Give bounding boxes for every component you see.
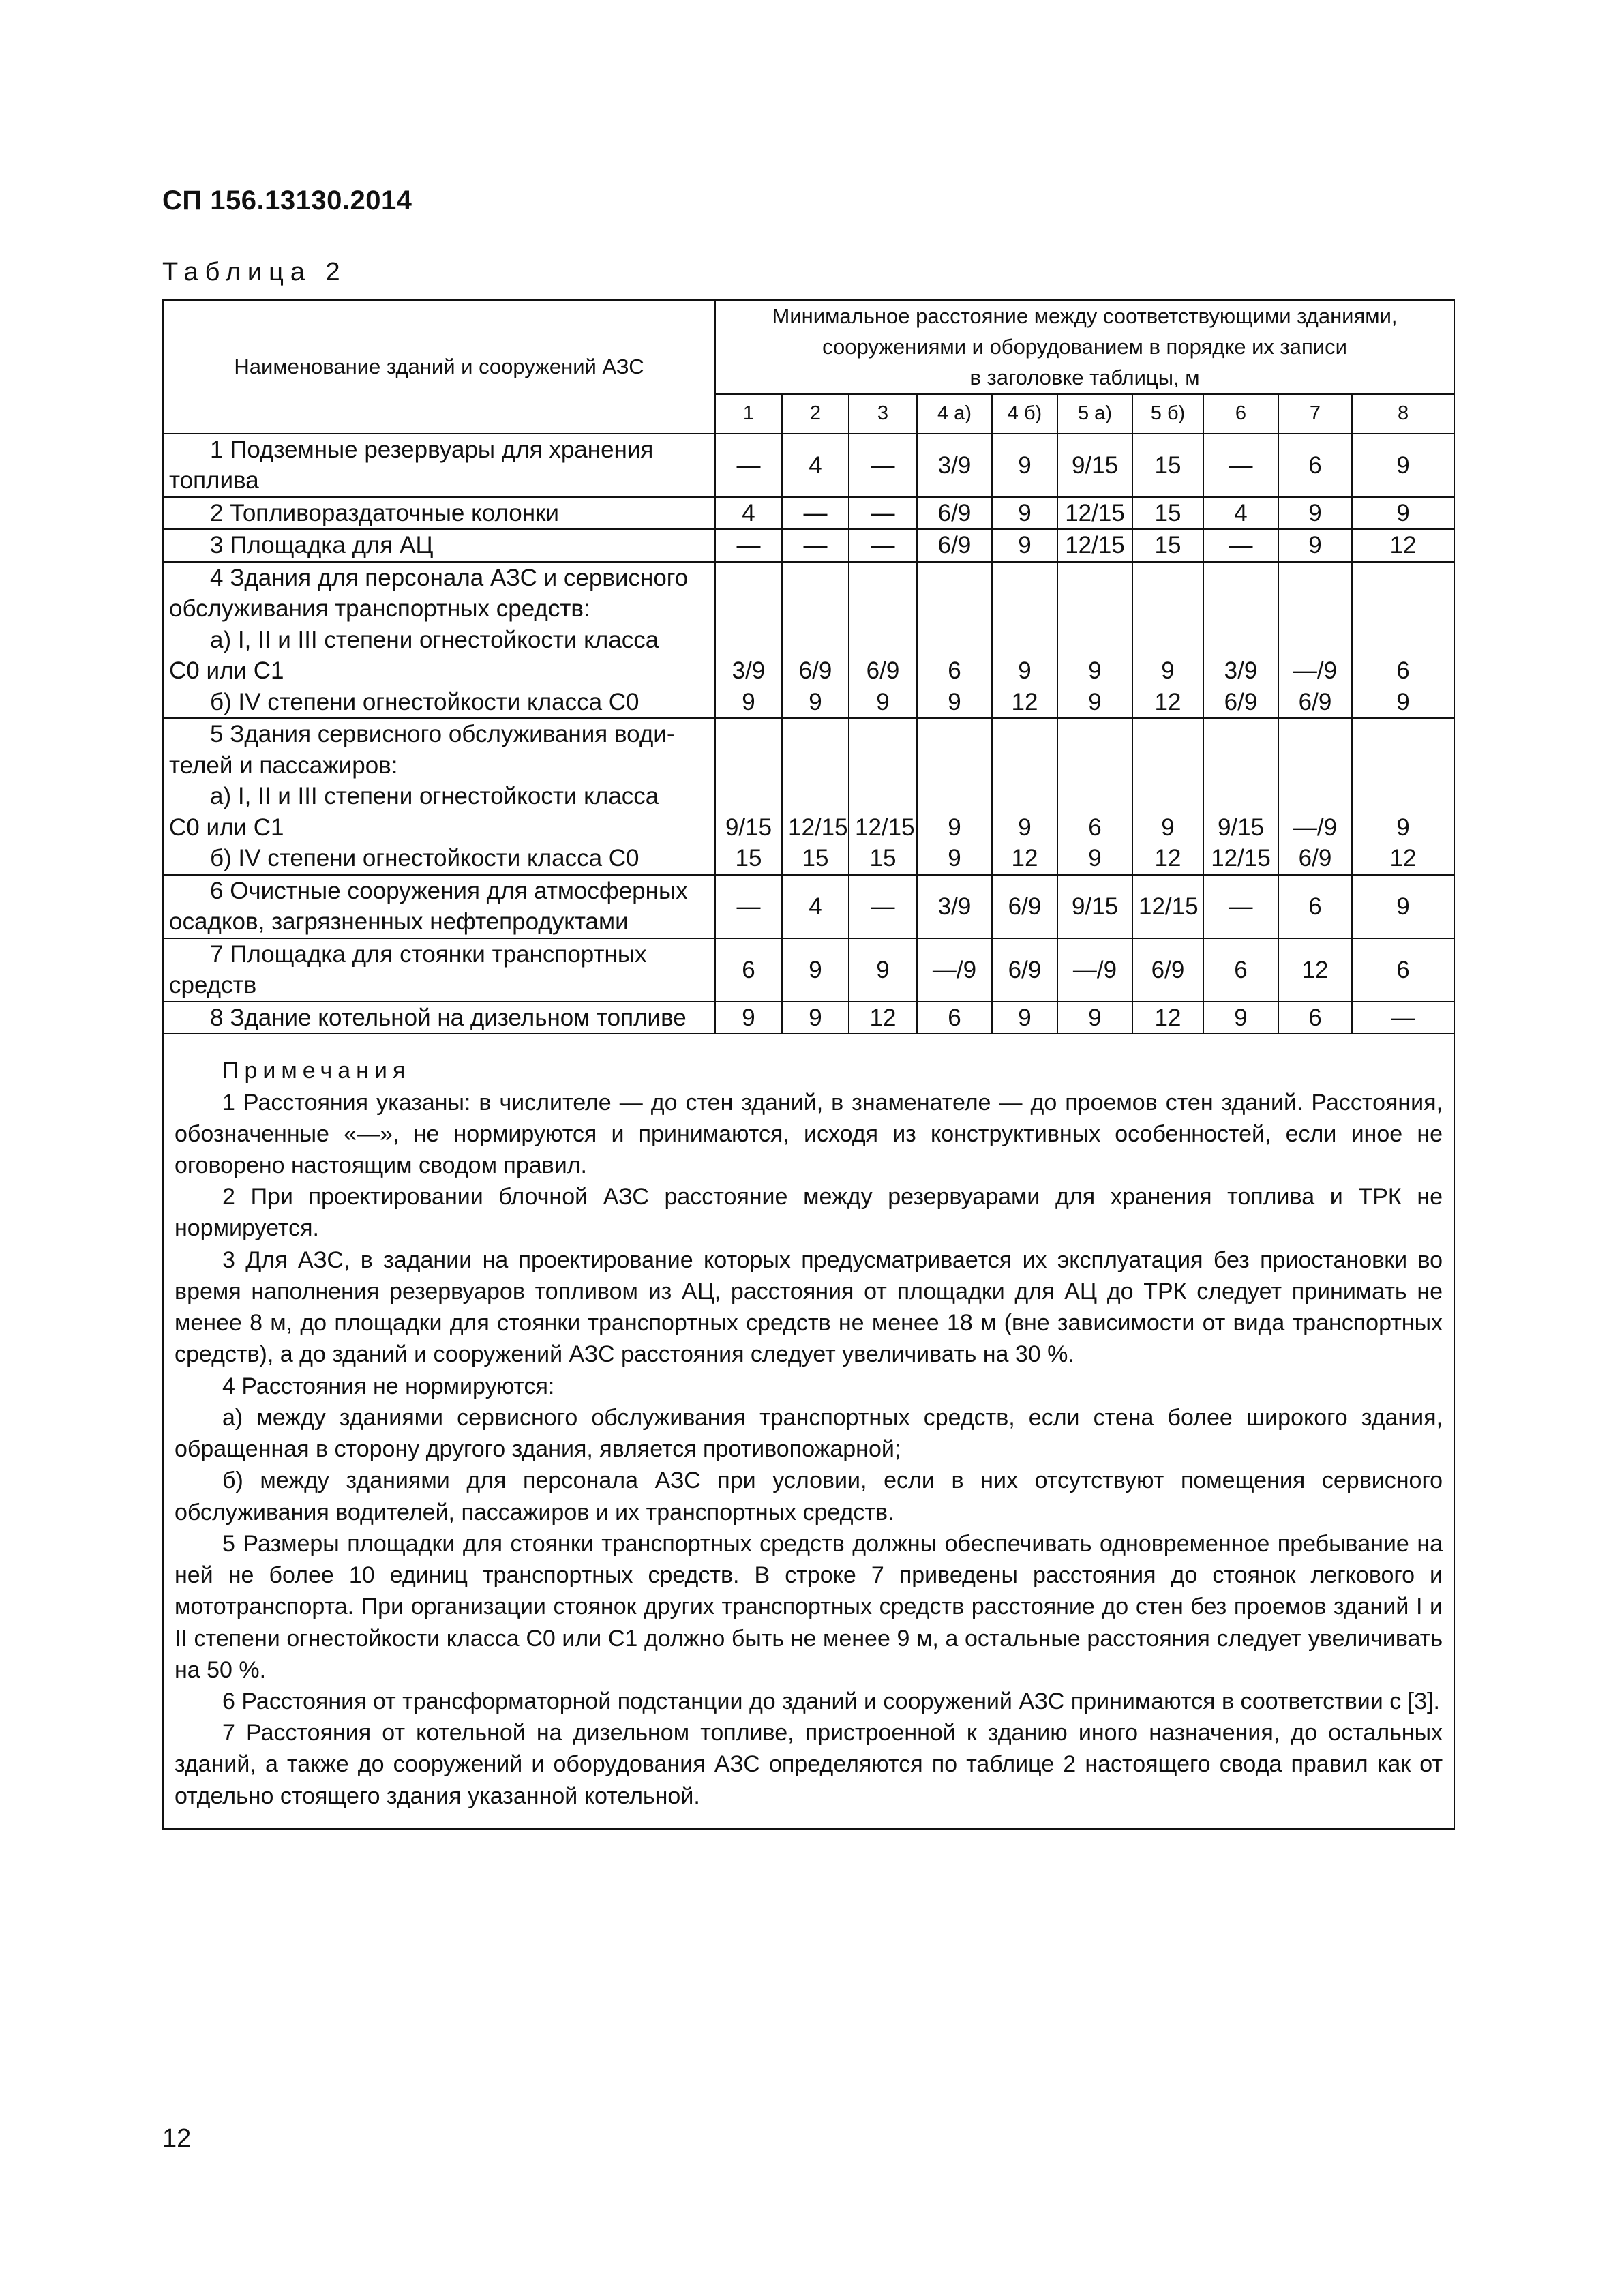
row-name: 6 Очистные сооружения для атмосферных осадков, загрязненных нефтепродуктами [163, 875, 715, 938]
notes-title: Примечания [222, 1058, 411, 1084]
cell-value: 9 [1057, 1002, 1132, 1034]
cell-value: 6/9 9 [782, 562, 849, 719]
table-row [163, 1002, 1454, 1034]
cell-value: 9 9 [917, 718, 992, 875]
cell-value: 4 [1203, 497, 1278, 530]
cell-value: — [1203, 434, 1278, 497]
cell-value: 6 [1352, 938, 1454, 1002]
cell-value: 6 [1203, 938, 1278, 1002]
cell-value: 9 12 [1132, 718, 1203, 875]
cell-value: 9 9 [1057, 562, 1132, 719]
cell-value: 6/9 [917, 497, 992, 530]
cell-value: 4 [715, 497, 782, 530]
cell-value: 12 [1132, 1002, 1203, 1034]
cell-value: 9 12 [992, 718, 1057, 875]
cell-value: 6 [1278, 434, 1352, 497]
cell-value: 3/9 9 [715, 562, 782, 719]
cell-value: —/9 [917, 938, 992, 1002]
cell-value: — [849, 529, 917, 562]
cell-value: 6 9 [1352, 562, 1454, 719]
document-code: СП 156.13130.2014 [162, 185, 412, 215]
note-item: 5 Размеры площадки для стоянки транспортных средств должны обеспечивать одновременное пребывание на ней не более 10 единиц транспортных средств. В строке 7 приведены расстояния до стоянок легкового и мототранспорта. При организации стоянок других транспортных средств расстояние до стен без проемов зданий I и II степени огнестойкости класса С0 или С1 должно быть не менее 9 м, а остальные расстояния следует увеличивать на 50 %. [175, 1530, 1443, 1683]
cell-value: 9/15 [1057, 434, 1132, 497]
note-item: 7 Расстояния от котельной на дизельном топливе, пристроенной к зданию иного назначения, до остальных зданий, а также до сооружений и оборудования АЗС определяются по таблице 2 настоящего свода правил как от отдельно стоящего здания указанной котельной. [175, 1720, 1443, 1809]
cell-value: 9/15 [1057, 875, 1132, 938]
header-num: 6 [1203, 394, 1278, 434]
note-item: 6 Расстояния от трансформаторной подстанции до зданий и сооружений АЗС принимаются в соответствии с [3]. [222, 1688, 1440, 1714]
header-num: 2 [782, 394, 849, 434]
cell-value: — [715, 434, 782, 497]
cell-value: — [1203, 529, 1278, 562]
note-item: 4 Расстояния не нормируются: [222, 1373, 555, 1399]
cell-value: —/9 6/9 [1278, 562, 1352, 719]
cell-value: 6/9 [992, 875, 1057, 938]
table-row [163, 938, 1454, 1002]
cell-value: — [1352, 1002, 1454, 1034]
cell-value: 3/9 [917, 875, 992, 938]
row-name: 8 Здание котельной на дизельном топливе [163, 1002, 715, 1034]
cell-value: 6 9 [917, 562, 992, 719]
row-name: 2 Топливораздаточные колонки [163, 497, 715, 530]
cell-value: 6 [715, 938, 782, 1002]
cell-value: 9 [992, 1002, 1057, 1034]
cell-value: 9 12 [1352, 718, 1454, 875]
header-num: 4 б) [992, 394, 1057, 434]
cell-value: 9 12 [1132, 562, 1203, 719]
cell-value: 6/9 [1132, 938, 1203, 1002]
cell-value: 9 [1352, 497, 1454, 530]
cell-value: 9 [1352, 434, 1454, 497]
cell-value: 9 [849, 938, 917, 1002]
cell-value: 9 [992, 529, 1057, 562]
header-num: 8 [1352, 394, 1454, 434]
cell-value: — [715, 529, 782, 562]
note-item: 1 Расстояния указаны: в числителе — до стен зданий, в знаменателе — до проемов стен зданий. Расстояния, обозначенные «—», не нормируются и принимаются, исходя из конструктивных особенностей, если иное не оговорено настоящим сводом правил. [175, 1089, 1443, 1179]
cell-value: 9/15 12/15 [1203, 718, 1278, 875]
table-row [163, 562, 1454, 719]
cell-value: 12 [1352, 529, 1454, 562]
cell-value: —/9 6/9 [1278, 718, 1352, 875]
cell-value: 9 [1278, 529, 1352, 562]
cell-value: —/9 [1057, 938, 1132, 1002]
table-row [163, 875, 1454, 938]
header-num: 4 а) [917, 394, 992, 434]
note-item: 3 Для АЗС, в задании на проектирование которых предусматривается их эксплуатация без приостановки во время наполнения резервуаров топливом из АЦ, расстояния от площадки для АЦ до ТРК следует принимать не менее 8 м, до площадки для стоянки транспортных средств не менее 18 м (вне зависимости от вида транспортных средств), а до зданий и сооружений АЗС расстояния следует увеличивать на 30 %. [175, 1247, 1443, 1368]
cell-value: 15 [1132, 529, 1203, 562]
cell-value: 6 9 [1057, 718, 1132, 875]
cell-value: — [849, 434, 917, 497]
header-num: 7 [1278, 394, 1352, 434]
cell-value: 6/9 [917, 529, 992, 562]
cell-value: 6/9 9 [849, 562, 917, 719]
cell-value: 12/15 15 [782, 718, 849, 875]
cell-value: 15 [1132, 434, 1203, 497]
row-name: 3 Площадка для АЦ [163, 529, 715, 562]
cell-value: 9 [992, 497, 1057, 530]
distances-table [162, 299, 1455, 1830]
cell-value: 6/9 [992, 938, 1057, 1002]
cell-value: — [782, 529, 849, 562]
cell-value: — [849, 497, 917, 530]
cell-value: 6 [1278, 1002, 1352, 1034]
table-row [163, 529, 1454, 562]
cell-value: 9 [782, 1002, 849, 1034]
cell-value: 4 [782, 434, 849, 497]
table-row [163, 434, 1454, 497]
header-num: 1 [715, 394, 782, 434]
cell-value: — [1203, 875, 1278, 938]
header-num: 5 б) [1132, 394, 1203, 434]
cell-value: 12 [849, 1002, 917, 1034]
cell-value: 9 [992, 434, 1057, 497]
note-item: 2 При проектировании блочной АЗС расстояние между резервуарами для хранения топлива и ТРК не нормируется. [175, 1184, 1443, 1242]
table-row [163, 718, 1454, 875]
row-name: 7 Площадка для стоянки транспортных средств [163, 938, 715, 1002]
notes-block [163, 1034, 1454, 1829]
row-name: 5 Здания сервисного обслуживания води- телей и пассажиров: а) I, II и III степени огнестойкости класса С0 или С1 б) IV степени огнестойкости класса С0 [163, 718, 715, 875]
page-number: 12 [162, 2124, 192, 2153]
table-row [163, 497, 1454, 530]
cell-value: 9 [1352, 875, 1454, 938]
header-name-column: Наименование зданий и сооружений АЗС [163, 300, 715, 434]
cell-value: 9 12 [992, 562, 1057, 719]
cell-value: — [782, 497, 849, 530]
note-item: а) между зданиями сервисного обслуживания транспортных средств, если стена более широкого здания, обращенная в сторону другого здания, является противопожарной; [175, 1404, 1443, 1463]
cell-value: 12/15 [1057, 529, 1132, 562]
header-num: 5 а) [1057, 394, 1132, 434]
cell-value: 9 [1278, 497, 1352, 530]
cell-value: 9 [715, 1002, 782, 1034]
cell-value: 15 [1132, 497, 1203, 530]
note-item: б) между зданиями для персонала АЗС при условии, если в них отсутствуют помещения сервисного обслуживания водителей, пассажиров и их транспортных средств. [175, 1467, 1443, 1525]
cell-value: — [849, 875, 917, 938]
table-caption: Таблица 2 [162, 258, 347, 286]
cell-value: 6 [1278, 875, 1352, 938]
cell-value: 3/9 [917, 434, 992, 497]
cell-value: 12/15 [1132, 875, 1203, 938]
cell-value: — [715, 875, 782, 938]
header-distance-column: Минимальное расстояние между соответствующими зданиями, сооружениями и оборудованием в порядке их записи в заголовке таблицы, м [715, 300, 1454, 394]
cell-value: 4 [782, 875, 849, 938]
row-name: 1 Подземные резервуары для хранения топлива [163, 434, 715, 497]
cell-value: 9 [1203, 1002, 1278, 1034]
row-name: 4 Здания для персонала АЗС и сервисного обслуживания транспортных средств: а) I, II и III степени огнестойкости класса С0 или С1 б) IV степени огнестойкости класса С0 [163, 562, 715, 719]
notes-row [163, 1034, 1454, 1829]
cell-value: 6 [917, 1002, 992, 1034]
cell-value: 3/9 6/9 [1203, 562, 1278, 719]
cell-value: 12 [1278, 938, 1352, 1002]
cell-value: 9/15 15 [715, 718, 782, 875]
header-num: 3 [849, 394, 917, 434]
cell-value: 12/15 15 [849, 718, 917, 875]
cell-value: 9 [782, 938, 849, 1002]
cell-value: 12/15 [1057, 497, 1132, 530]
